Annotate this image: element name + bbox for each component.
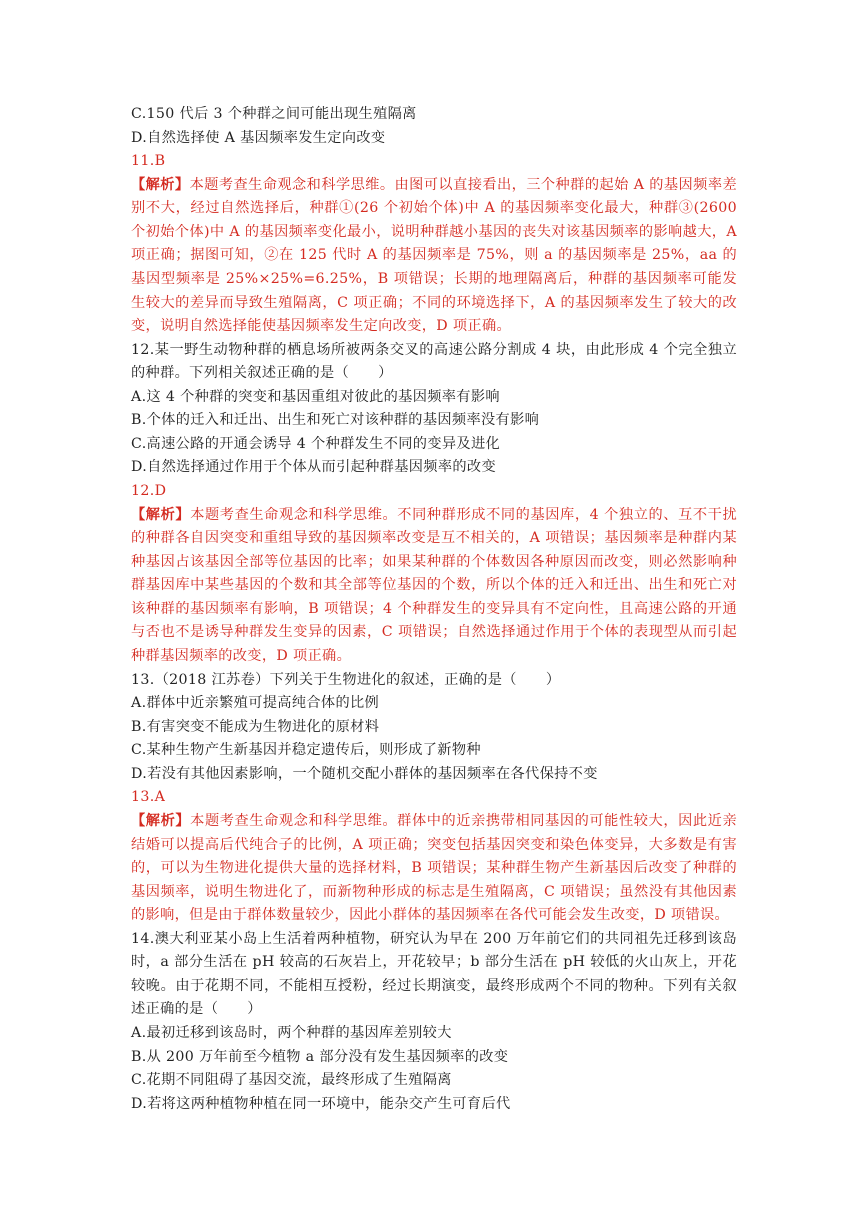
q12-analysis — [131, 504, 737, 669]
q13-option-c: C.某种生物产生新基因并稳定遗传后，则形成了新物种 — [131, 742, 481, 759]
q13-option-a: A.群体中近亲繁殖可提高纯合体的比例 — [131, 695, 380, 712]
analysis-tag: 【解析】 — [131, 813, 191, 830]
q12-option-b: B.个体的迁入和迁出、出生和死亡对该种群的基因频率没有影响 — [131, 412, 540, 429]
q11-analysis — [131, 174, 737, 339]
document-page — [131, 103, 737, 1116]
q13-answer: 13.A — [131, 789, 166, 806]
q11-option-c: C.150 代后 3 个种群之间可能出现生殖隔离 — [131, 106, 417, 122]
q14-option-b: B.从 200 万年前至今植物 a 部分没有发生基因频率的改变 — [131, 1048, 509, 1065]
analysis-text: 本题考查生命观念和科学思维。不同种群形成不同的基因库，4 个独立的、互不干扰的种群各自因突变和重组导致的基因频率改变是互不相关的，A 项错误；基因频率是种群内某种基因占该基因全部等位基因的比率；如果某种群的个体数因各种原因而改变，则必然影响种群基因库中某些基因的个数和其全部等位基因的个数，所以个体的迁入和迁出、出生和死亡对该种群的基因频率有影响，B 项错误；4 个种群发生的变异具有不定向性，且高速公路的开通与否也不是诱导种群发生变异的因素，C 项错误；自然选择通过作用于个体的表现型从而引起种群基因频率的改变，D 项正确。 — [131, 506, 738, 664]
q12-stem: 12.某一野生动物种群的栖息场所被两条交叉的高速公路分割成 4 块，由此形成 4 个完全独立的种群。下列相关叙述正确的是（ ） — [131, 341, 737, 382]
q11-option-d: D.自然选择使 A 基因频率发生定向改变 — [131, 129, 386, 146]
q13-stem: 13.（2018 江苏卷）下列关于生物进化的叙述，正确的是（ ） — [131, 671, 561, 688]
q14-option-c: C.花期不同阻碍了基因交流，最终形成了生殖隔离 — [131, 1072, 452, 1089]
analysis-tag: 【解析】 — [131, 176, 190, 193]
analysis-text: 本题考查生命观念和科学思维。群体中的近亲携带相同基因的可能性较大，因此近亲结婚可以提高后代纯合子的比例，A 项正确；突变包括基因突变和染色体变异，大多数是有害的，可以为生物进化提供大量的选择材料，B 项错误；某种群生物产生新基因后改变了种群的基因频率，说明生物进化了，而新物种形成的标志是生殖隔离，C 项错误；虽然没有其他因素的影响，但是由于群体数量较少，因此小群体的基因频率在各代可能会发生改变，D 项错误。 — [131, 813, 738, 924]
analysis-tag: 【解析】 — [131, 506, 191, 523]
q12-option-a: A.这 4 个种群的突变和基因重组对彼此的基因频率有影响 — [131, 388, 500, 405]
q14-option-d: D.若将这两种植物种植在同一环境中，能杂交产生可育后代 — [131, 1095, 511, 1112]
q11-answer: 11.B — [131, 153, 166, 170]
q13-option-d: D.若没有其他因素影响，一个随机交配小群体的基因频率在各代保持不变 — [131, 765, 598, 782]
q12-option-d: D.自然选择通过作用于个体从而引起种群基因频率的改变 — [131, 459, 496, 476]
analysis-text: 本题考查生命观念和科学思维。由图可以直接看出，三个种群的起始 A 的基因频率差别不大，经过自然选择后，种群①(26 个初始个体)中 A 的基因频率变化最大，种群③(2600 个初始个体)中 A 的基因频率变化最小，说明种群越小基因的丧失对该基因频率的影响越大，A 项正确；据图可知，②在 125 代时 A 的基因频率是 75%，则 a 的基因频率是 25%，aa 的基因型频率是 25%×25%=6.25%，B 项错误；长期的地理隔离后，种群的基因频率可能发生较大的差异而导致生殖隔离，C 项正确；不同的环境选择下，A 的基因频率发生了较大的改变，说明自然选择能使基因频率发生定向改变，D 项正确。 — [131, 176, 737, 335]
q14-option-a: A.最初迁移到该岛时，两个种群的基因库差别较大 — [131, 1024, 452, 1041]
q13-option-b: B.有害突变不能成为生物进化的原材料 — [131, 718, 380, 735]
q12-answer: 12.D — [131, 483, 167, 500]
q13-analysis — [131, 810, 737, 928]
q14-stem: 14.澳大利亚某小岛上生活着两种植物，研究认为早在 200 万年前它们的共同祖先迁移到该岛时，a 部分生活在 pH 较高的石灰岩上，开花较早；b 部分生活在 pH 较低的火山灰上，开花较晚。由于花期不同，不能相互授粉，经过长期演变，最终形成两个不同的物种。下列有关叙述正确的是（ ） — [131, 930, 737, 1018]
q12-option-c: C.高速公路的开通会诱导 4 个种群发生不同的变异及进化 — [131, 435, 501, 452]
